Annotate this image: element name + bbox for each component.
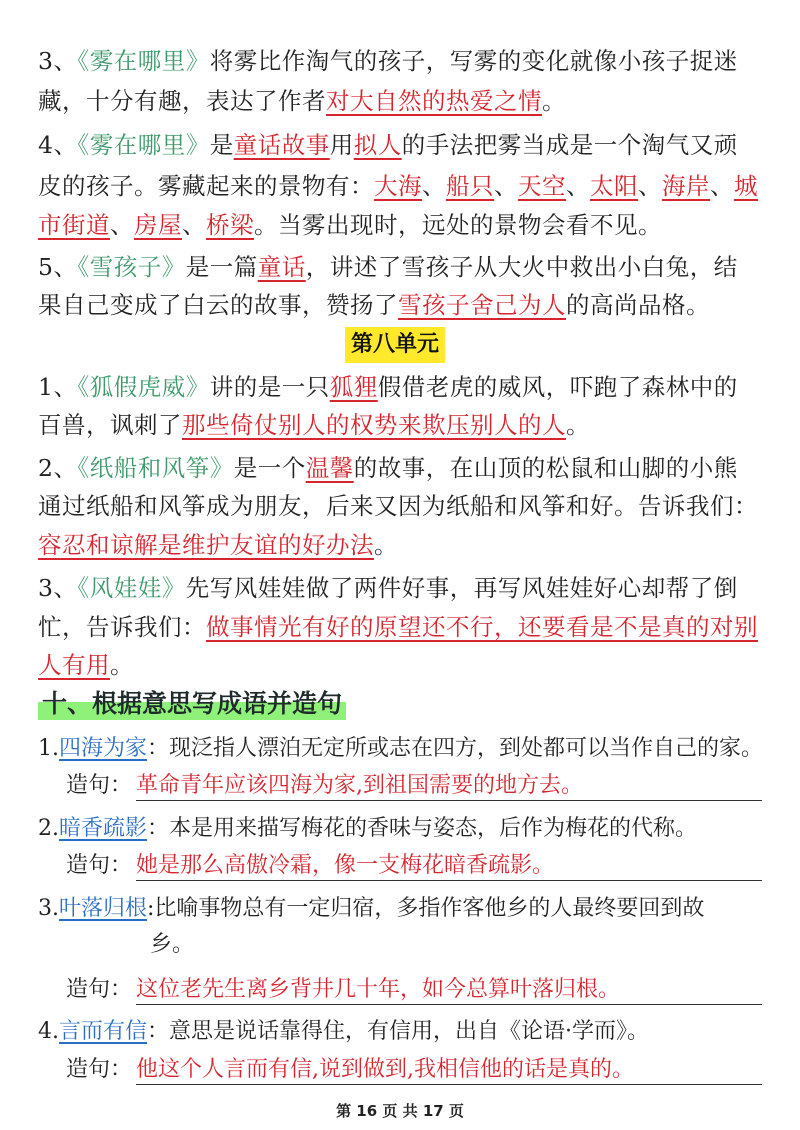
- highlight-text: 市街道: [38, 211, 110, 239]
- unit7-item3-line1: [38, 44, 738, 78]
- example-sentence: 他这个人言而有信,说到做到,我相信他的话是真的。: [136, 1057, 634, 1082]
- body-text: 。: [110, 651, 134, 679]
- unit7-item4-line1: [38, 128, 738, 162]
- sentence-label: 造句：: [66, 1057, 133, 1082]
- item-number: 2、: [38, 454, 78, 482]
- body-text: 通过纸船和风筝成为朋友，后来又因为纸船和风筝和好。告诉我们：: [38, 492, 758, 520]
- unit-title: 第八单元: [345, 327, 445, 363]
- section-title: 十、根据意思写成语并造句: [38, 686, 346, 722]
- unit8-item2-line1: [38, 451, 738, 485]
- page-footer: 第 16 页 共 17 页: [336, 1102, 464, 1120]
- item-number: 3、: [38, 47, 78, 75]
- body-text: 藏，十分有趣，表达了作者: [38, 87, 326, 115]
- body-text: 忙，告诉我们：: [38, 613, 206, 641]
- answer-line: [136, 800, 762, 801]
- item-number: 3、: [38, 574, 78, 602]
- unit7-item5-line2: [38, 288, 710, 322]
- idiom-meaning: ：现泛指人漂泊无定所或志在四方，到处都可以当作自己的家。: [147, 736, 764, 761]
- separator: 、: [182, 211, 206, 239]
- highlight-text: 城: [734, 172, 758, 200]
- highlight-text: 大海: [374, 172, 422, 200]
- example-sentence: 这位老先生离乡背井几十年，如今总算叶落归根。: [136, 977, 621, 1002]
- highlight-text: 桥梁: [206, 211, 254, 239]
- highlight-text: 那些倚仗别人的权势来欺压别人的人: [182, 411, 566, 439]
- body-text: 百兽，讽刺了: [38, 411, 182, 439]
- highlight-text: 天空: [518, 172, 566, 200]
- highlight-text: 容忍和谅解是维护友谊的好办法: [38, 531, 374, 559]
- unit8-item2-line3: [38, 528, 398, 562]
- unit8-item3-line2: [38, 610, 758, 644]
- highlight-text: 对大自然的热爱之情: [326, 87, 542, 115]
- unit7-item5-line1: [38, 250, 738, 284]
- body-text: 是一篇: [185, 253, 258, 281]
- idiom-meaning: :比喻事物总有一定归宿，多指作客他乡的人最终要回到故: [147, 896, 705, 921]
- example-sentence: 革命青年应该四海为家,到祖国需要的地方去。: [136, 773, 583, 798]
- body-text: 是一个: [233, 454, 306, 482]
- highlight-text: 做事情光有好的原望还不行，还要看是不是真的对别: [206, 613, 758, 641]
- body-text: 先写风娃娃做了两件好事，再写风娃娃好心却帮了倒: [185, 574, 738, 602]
- separator: 、: [422, 172, 446, 200]
- highlight-text: 人有用: [38, 651, 110, 679]
- body-text: 的故事，在山顶的松鼠和山脚的小熊: [353, 454, 738, 482]
- unit7-item3-line2: [38, 84, 566, 118]
- idiom-item-1: [38, 733, 763, 765]
- body-text: 果自己变成了白云的故事，赞扬了: [38, 291, 398, 319]
- highlight-text: 童话: [257, 253, 306, 281]
- unit8-item2-line2: [38, 489, 758, 523]
- unit8-item3-line1: [38, 571, 738, 605]
- item-number: 3.: [38, 896, 59, 921]
- lesson-title: 《纸船和风筝》: [77, 454, 234, 482]
- highlight-text: 太阳: [590, 172, 638, 200]
- idiom-item-2: [38, 813, 697, 845]
- idiom-name: 叶落归根: [59, 896, 148, 921]
- highlight-text: 海岸: [662, 172, 710, 200]
- answer-line: [136, 880, 762, 881]
- item-number: 4、: [38, 131, 78, 159]
- highlight-text: 船只: [446, 172, 494, 200]
- idiom-meaning: ：意思是说话靠得住，有信用，出自《论语·学而》。: [147, 1019, 650, 1044]
- unit8-item1-line2: [38, 408, 590, 442]
- body-text: 假借老虎的威风，吓跑了森林中的: [377, 373, 738, 401]
- answer-line: [136, 1004, 762, 1005]
- sentence-label: 造句：: [66, 977, 133, 1002]
- unit7-item4-line2: [38, 169, 758, 203]
- sentence-label: 造句：: [66, 773, 133, 798]
- highlight-text: 温馨: [305, 454, 354, 482]
- body-text: 。: [566, 411, 590, 439]
- body-text: 的手法把雾当成是一个淘气又顽: [401, 131, 738, 159]
- answer-line: [136, 1084, 762, 1085]
- highlight-text: 童话故事: [233, 131, 330, 159]
- lesson-title: 《雪孩子》: [77, 253, 186, 281]
- idiom-meaning: ：本是用来描写梅花的香味与姿态，后作为梅花的代称。: [147, 816, 698, 841]
- highlight-text: 雪孩子舍己为人: [398, 291, 566, 319]
- example-sentence: 她是那么高傲冷霜，像一支梅花暗香疏影。: [136, 853, 555, 878]
- highlight-text: 狐狸: [329, 373, 378, 401]
- separator: 、: [710, 172, 734, 200]
- separator: 、: [566, 172, 590, 200]
- idiom-name: 暗香疏影: [59, 816, 148, 841]
- body-text: 皮的孩子。雾藏起来的景物有：: [38, 172, 374, 200]
- separator: 、: [494, 172, 518, 200]
- body-text: 将雾比作淘气的孩子，写雾的变化就像小孩子捉迷: [209, 47, 738, 75]
- unit7-item4-line3: [38, 208, 662, 242]
- idiom-item-3: [38, 893, 704, 925]
- body-text: 。: [374, 531, 398, 559]
- body-text: 。当雾出现时，远处的景物会看不见。: [254, 211, 662, 239]
- lesson-title: 《雾在哪里》: [77, 47, 210, 75]
- body-text: 是: [209, 131, 234, 159]
- separator: 、: [638, 172, 662, 200]
- idiom-meaning-cont: 乡。: [150, 932, 195, 957]
- sentence-label: 造句：: [66, 853, 133, 878]
- body-text: ，讲述了雪孩子从大火中救出小白兔，结: [305, 253, 738, 281]
- idiom-name: 四海为家: [59, 736, 148, 761]
- highlight-text: 拟人: [353, 131, 402, 159]
- lesson-title: 《风娃娃》: [77, 574, 186, 602]
- item-number: 2.: [38, 816, 59, 841]
- idiom-name: 言而有信: [59, 1019, 148, 1044]
- body-text: 。: [542, 87, 566, 115]
- unit8-item1-line1: [38, 370, 738, 404]
- body-text: 讲的是一只: [209, 373, 330, 401]
- body-text: 的高尚品格。: [566, 291, 710, 319]
- separator: 、: [110, 211, 134, 239]
- item-number: 4.: [38, 1019, 59, 1044]
- body-text: 用: [329, 131, 354, 159]
- item-number: 1.: [38, 736, 59, 761]
- item-number: 1、: [38, 373, 78, 401]
- idiom-item-4: [38, 1016, 649, 1048]
- lesson-title: 《狐假虎威》: [77, 373, 210, 401]
- item-number: 5、: [38, 253, 78, 281]
- lesson-title: 《雾在哪里》: [77, 131, 210, 159]
- highlight-text: 房屋: [134, 211, 182, 239]
- unit8-item3-line3: [38, 648, 134, 682]
